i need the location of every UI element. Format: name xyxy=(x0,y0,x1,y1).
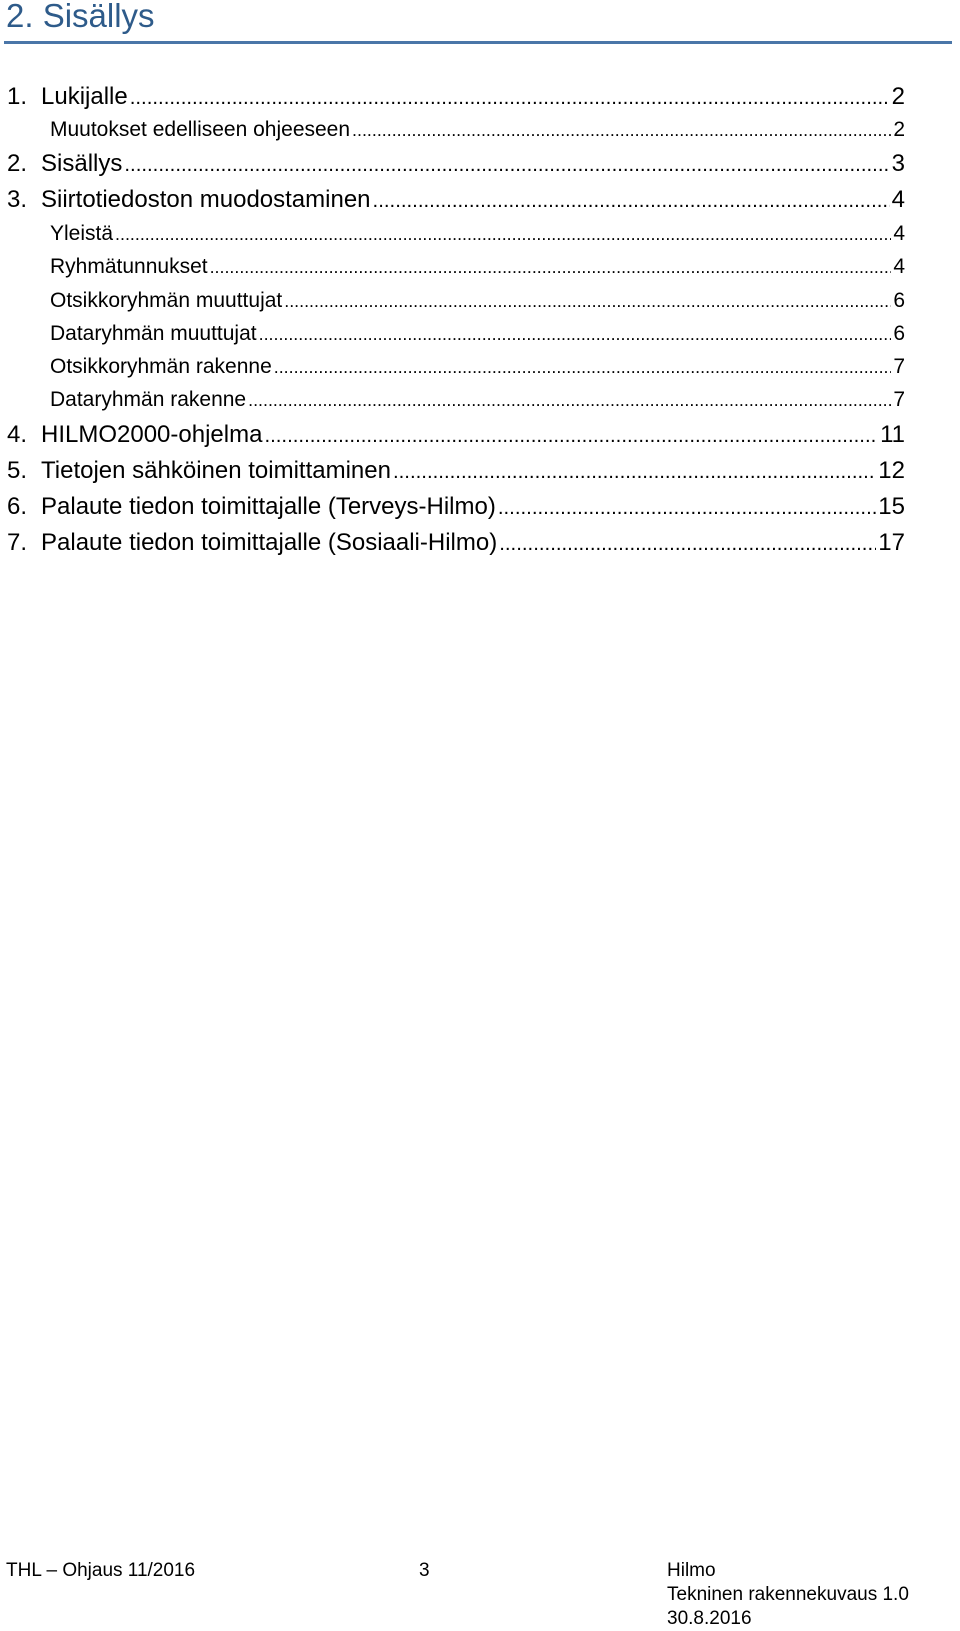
toc-leader-dots xyxy=(264,418,878,453)
toc-entry-page: 6 xyxy=(893,289,905,312)
toc-entry[interactable] xyxy=(50,284,905,318)
toc-entry-number: 1. xyxy=(7,83,28,110)
toc-entry-number: 5. xyxy=(7,457,28,484)
toc-entry-label: Muutokset edelliseen ohjeeseen xyxy=(50,118,351,141)
toc-entry-label: Sisällys xyxy=(41,150,123,177)
toc-entry-page: 4 xyxy=(891,186,905,213)
toc-entry[interactable] xyxy=(50,350,905,384)
toc-leader-dots xyxy=(352,113,891,147)
toc-entry[interactable] xyxy=(50,317,905,351)
toc-entry-number: 2. xyxy=(7,150,28,177)
footer-document-date: 30.8.2016 xyxy=(667,1608,752,1629)
toc-entry-page: 7 xyxy=(893,388,905,411)
toc-entry-number: 3. xyxy=(7,186,28,213)
page-title: 2. Sisällys xyxy=(6,0,155,34)
toc-entry-page: 11 xyxy=(880,421,905,448)
toc-entry-label: Dataryhmän rakenne xyxy=(50,388,247,411)
toc-entry-label: HILMO2000-ohjelma xyxy=(41,421,263,448)
toc-entry-page: 15 xyxy=(878,493,905,520)
toc-leader-dots xyxy=(115,217,891,251)
toc-leader-dots xyxy=(259,317,891,351)
toc-leader-dots xyxy=(498,490,876,525)
toc-entry[interactable] xyxy=(50,383,905,417)
toc-entry-label: Palaute tiedon toimittajalle (Terveys-Hilmo) xyxy=(41,493,496,520)
toc-entry-page: 17 xyxy=(878,529,905,556)
toc-entry-label: Yleistä xyxy=(50,222,114,245)
toc-entry[interactable] xyxy=(7,80,905,114)
footer-page-number: 3 xyxy=(419,1560,430,1581)
toc-leader-dots xyxy=(248,383,891,417)
footer-document-name: Hilmo xyxy=(667,1560,716,1581)
toc-entry-page: 2 xyxy=(891,83,905,110)
toc-entry-label: Palaute tiedon toimittajalle (Sosiaali-Hilmo) xyxy=(41,529,498,556)
footer-organization: THL – Ohjaus 11/2016 xyxy=(6,1560,196,1581)
toc-leader-dots xyxy=(373,183,890,218)
toc-entry-page: 3 xyxy=(891,150,905,177)
toc-entry[interactable] xyxy=(7,418,905,452)
toc-leader-dots xyxy=(130,80,890,115)
toc-entry-page: 12 xyxy=(878,457,905,484)
toc-entry-number: 7. xyxy=(7,529,28,556)
toc-leader-dots xyxy=(499,526,876,561)
toc-leader-dots xyxy=(284,284,891,318)
toc-entry-page: 4 xyxy=(893,255,905,278)
toc-leader-dots xyxy=(210,250,891,284)
toc-leader-dots xyxy=(124,147,889,182)
toc-entry-label: Ryhmätunnukset xyxy=(50,255,208,278)
toc-entry-label: Tietojen sähköinen toimittaminen xyxy=(41,457,391,484)
toc-entry-page: 2 xyxy=(893,118,905,141)
toc-entry[interactable] xyxy=(7,147,905,181)
footer-document-info xyxy=(667,1559,909,1631)
toc-entry-number: 4. xyxy=(7,421,28,448)
toc-entry-label: Otsikkoryhmän muuttujat xyxy=(50,289,283,312)
toc-entry[interactable] xyxy=(7,454,905,488)
heading-underline xyxy=(4,41,952,44)
toc-leader-dots xyxy=(274,350,891,384)
toc-entry-page: 4 xyxy=(893,222,905,245)
toc-entry-number: 6. xyxy=(7,493,28,520)
footer-document-title: Tekninen rakennekuvaus 1.0 xyxy=(667,1584,909,1605)
toc-entry[interactable] xyxy=(7,490,905,524)
toc-entry[interactable] xyxy=(50,217,905,251)
toc-entry[interactable] xyxy=(50,250,905,284)
toc-entry-page: 7 xyxy=(893,355,905,378)
toc-entry-label: Otsikkoryhmän rakenne xyxy=(50,355,272,378)
toc-entry[interactable] xyxy=(7,183,905,217)
toc-entry-label: Dataryhmän muuttujat xyxy=(50,322,257,345)
toc-leader-dots xyxy=(393,454,876,489)
toc-entry[interactable] xyxy=(7,526,905,560)
toc-entry-label: Siirtotiedoston muodostaminen xyxy=(41,186,371,213)
toc-entry[interactable] xyxy=(50,113,905,147)
toc-entry-page: 6 xyxy=(893,322,905,345)
toc-entry-label: Lukijalle xyxy=(41,83,128,110)
